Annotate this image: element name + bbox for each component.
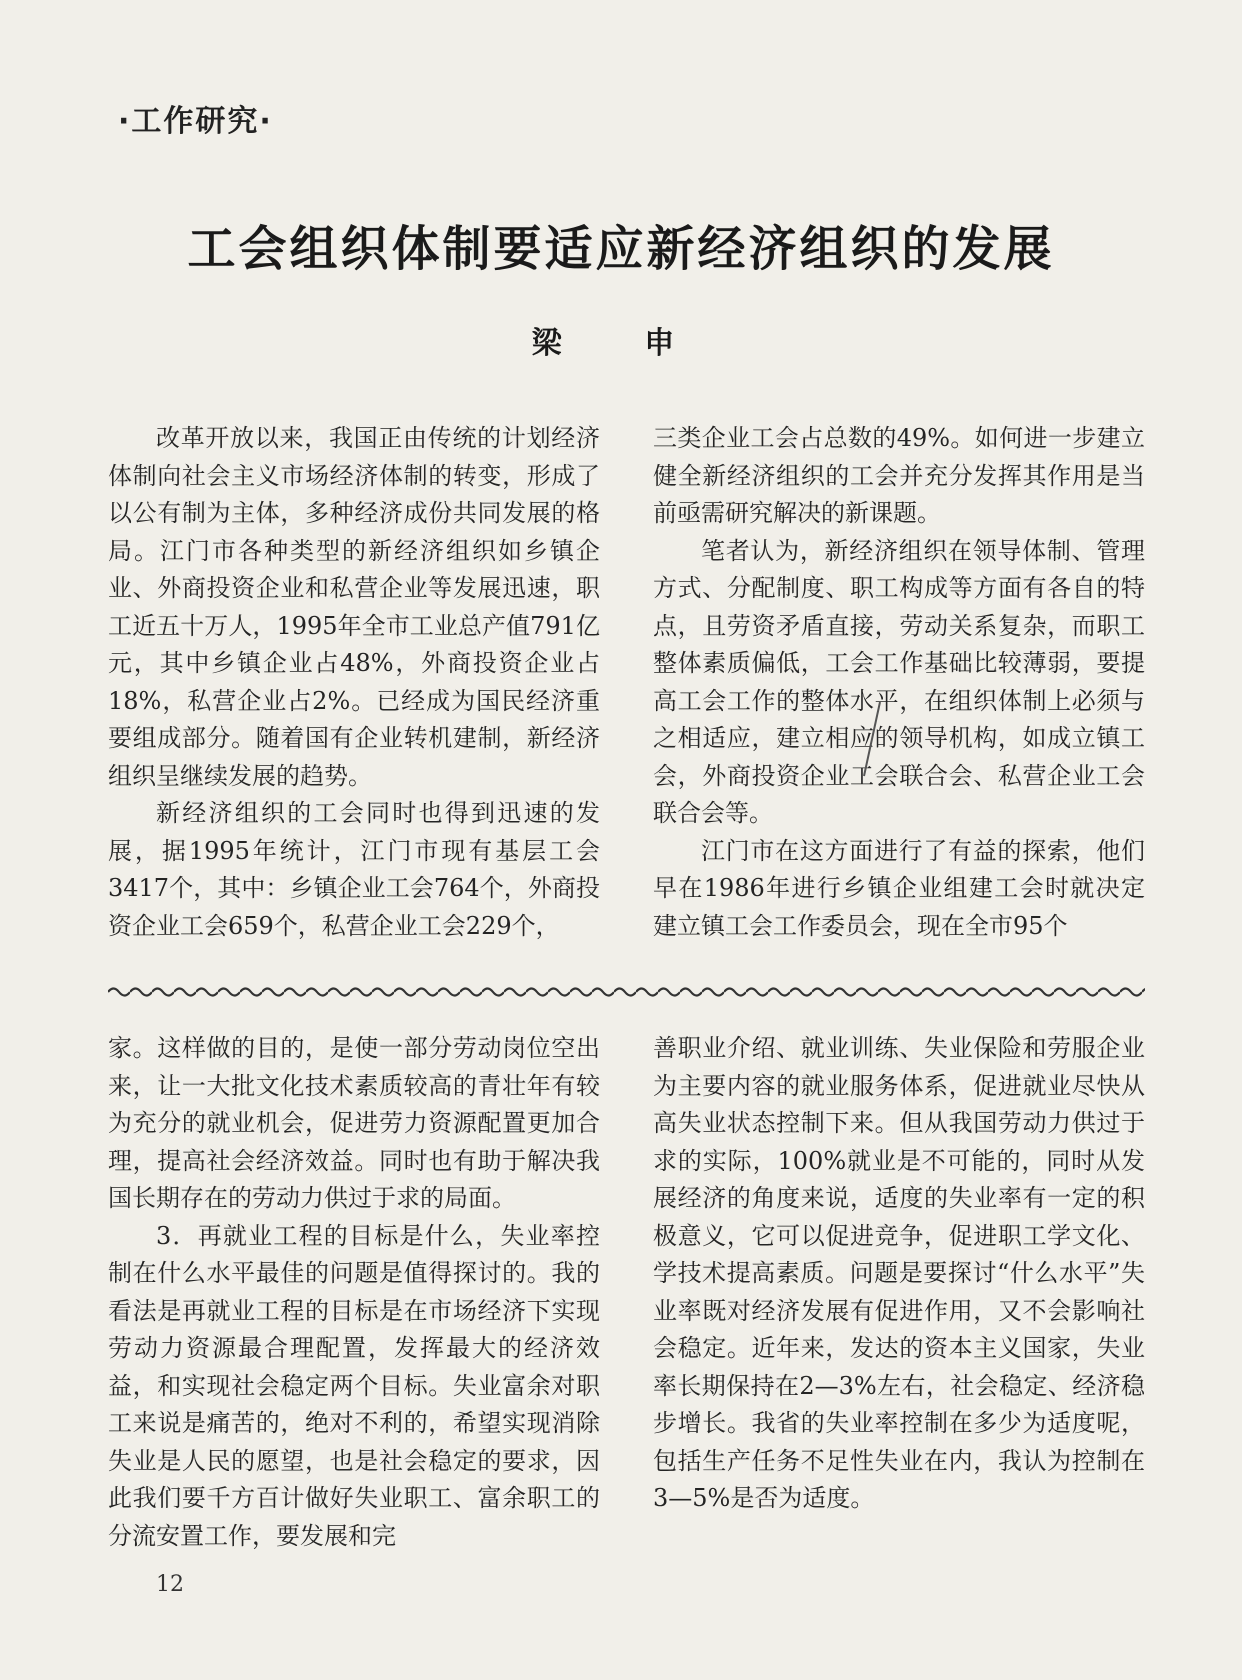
paragraph: 3．再就业工程的目标是什么，失业率控制在什么水平最佳的问题是值得探讨的。我的看法是再就业工程的目标是在市场经济下实现劳动力资源最合理配置，发挥最大的经济效益，和实现社会稳定两个目标。失业富余对职工来说是痛苦的，绝对不利的，希望实现消除失业是人民的愿望，也是社会稳定的要求，因此我们要千方百计做好失业职工、富余职工的分流安置工作，要发展和完 [108, 1221, 600, 1550]
paragraph: 三类企业工会占总数的49%。如何进一步建立健全新经济组织的工会并充分发挥其作用是当前亟需研究解决的新课题。 [653, 424, 1145, 527]
pen-stroke-mark [856, 700, 886, 780]
article-title: 工会组织体制要适应新经济组织的发展 [187, 221, 1055, 277]
page-number: 12 [156, 1572, 184, 1597]
decorative-wavy-divider [108, 985, 1145, 999]
paragraph: 改革开放以来，我国正由传统的计划经济体制向社会主义市场经济体制的转变，形成了以公有制为主体，多种经济成份共同发展的格局。江门市各种类型的新经济组织如乡镇企业、外商投资企业和私营企业等发展迅速，职工近五十万人，1995年全市工业总产值791亿元，其中乡镇企业占48%，外商投资企业占18%，私营企业占2%。已经成为国民经济重要组成部分。随着国有企业转机建制，新经济组织呈继续发展的趋势。 [108, 424, 600, 790]
bottom-left-column [108, 1030, 600, 1555]
section-tag: ·工作研究· [118, 104, 273, 139]
paragraph: 善职业介绍、就业训练、失业保险和劳服企业为主要内容的就业服务体系，促进就业尽快从高失业状态控制下来。但从我国劳动力供过于求的实际，100%就业是不可能的，同时从发展经济的角度来说，适度的失业率有一定的积极意义，它可以促进竞争，促进职工学文化、学技术提高素质。问题是要探讨“什么水平”失业率既对经济发展有促进作用，又不会影响社会稳定。近年来，发达的资本主义国家，失业率长期保持在2—3%左右，社会稳定、经济稳步增长。我省的失业率控制在多少为适度呢，包括生产任务不足性失业在内，我认为控制在3—5%是否为适度。 [653, 1034, 1145, 1512]
article-author: 梁 申 [531, 326, 711, 361]
top-right-column [653, 420, 1145, 945]
paragraph: 江门市在这方面进行了有益的探索，他们早在1986年进行乡镇企业组建工会时就决定建立镇工会工作委员会，现在全市95个 [653, 836, 1145, 940]
paragraph: 笔者认为，新经济组织在领导体制、管理方式、分配制度、职工构成等方面有各自的特点，且劳资矛盾直接，劳动关系复杂，而职工整体素质偏低，工会工作基础比较薄弱，要提高工会工作的整体水平，在组织体制上必须与之相适应，建立相应的领导机构，如成立镇工会，外商投资企业工会联合会、私营企业工会联合会等。 [653, 536, 1145, 827]
bottom-right-column [653, 1030, 1145, 1518]
top-left-column [108, 420, 600, 945]
paragraph: 家。这样做的目的，是使一部分劳动岗位空出来，让一大批文化技术素质较高的青壮年有较为充分的就业机会，促进劳力资源配置更加合理，提高社会经济效益。同时也有助于解决我国长期存在的劳动力供过于求的局面。 [108, 1034, 600, 1212]
paragraph: 新经济组织的工会同时也得到迅速的发展，据1995年统计，江门市现有基层工会3417个，其中：乡镇企业工会764个，外商投资企业工会659个，私营企业工会229个， [108, 799, 600, 940]
